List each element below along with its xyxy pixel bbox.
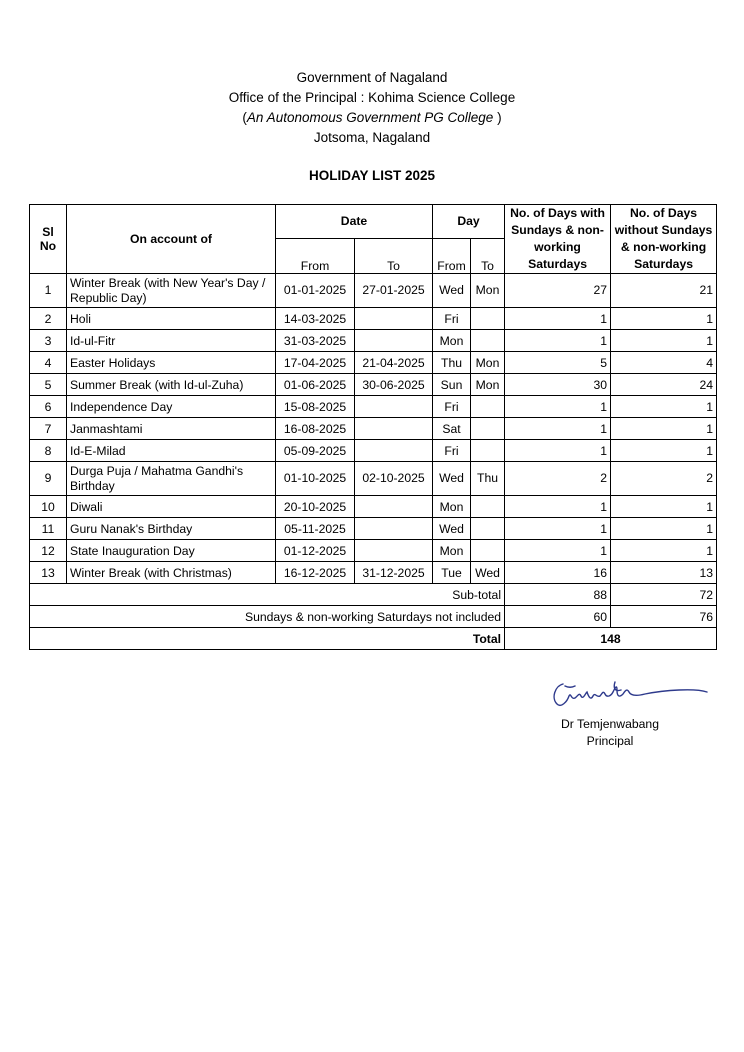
days-with-cell: 1 bbox=[505, 518, 611, 540]
day-to-cell bbox=[471, 540, 505, 562]
holiday-name-cell: Holi bbox=[67, 308, 276, 330]
date-to-cell bbox=[355, 308, 433, 330]
college-type-text: An Autonomous Government PG College bbox=[246, 110, 494, 125]
days-with-cell: 1 bbox=[505, 440, 611, 462]
header-without-sundays: No. of Days without Sundays & non-working Saturdays bbox=[611, 205, 717, 274]
sl-cell: 2 bbox=[30, 308, 67, 330]
header-day-to: To bbox=[471, 238, 505, 273]
date-to-cell: 27-01-2025 bbox=[355, 274, 433, 308]
days-without-cell: 1 bbox=[611, 440, 717, 462]
location-line: Jotsoma, Nagaland bbox=[313, 130, 431, 145]
sl-cell: 13 bbox=[30, 562, 67, 584]
days-without-cell: 21 bbox=[611, 274, 717, 308]
days-without-cell: 1 bbox=[611, 330, 717, 352]
day-to-cell bbox=[471, 496, 505, 518]
days-with-cell: 16 bbox=[505, 562, 611, 584]
days-without-cell: 1 bbox=[611, 308, 717, 330]
day-from-cell: Mon bbox=[433, 496, 471, 518]
total-value: 148 bbox=[505, 628, 717, 650]
subtotal-without: 72 bbox=[611, 584, 717, 606]
days-without-cell: 2 bbox=[611, 462, 717, 496]
day-from-cell: Wed bbox=[433, 518, 471, 540]
date-from-cell: 31-03-2025 bbox=[276, 330, 355, 352]
date-from-cell: 01-01-2025 bbox=[276, 274, 355, 308]
date-to-cell: 30-06-2025 bbox=[355, 374, 433, 396]
date-to-cell: 21-04-2025 bbox=[355, 352, 433, 374]
table-row bbox=[30, 374, 717, 396]
holiday-name-cell: Independence Day bbox=[67, 396, 276, 418]
date-to-cell bbox=[355, 518, 433, 540]
date-from-cell: 05-09-2025 bbox=[276, 440, 355, 462]
document-header bbox=[0, 68, 744, 148]
day-from-cell: Fri bbox=[433, 396, 471, 418]
days-without-cell: 24 bbox=[611, 374, 717, 396]
day-from-cell: Mon bbox=[433, 540, 471, 562]
table-row bbox=[30, 540, 717, 562]
date-to-cell bbox=[355, 440, 433, 462]
holiday-name-cell: Winter Break (with New Year's Day / Republic Day) bbox=[67, 274, 276, 308]
header-date-to: To bbox=[355, 238, 433, 273]
day-from-cell: Mon bbox=[433, 330, 471, 352]
days-without-cell: 13 bbox=[611, 562, 717, 584]
holiday-name-cell: Guru Nanak's Birthday bbox=[67, 518, 276, 540]
days-with-cell: 1 bbox=[505, 540, 611, 562]
header-on-account-of: On account of bbox=[67, 205, 276, 274]
holiday-name-cell: Summer Break (with Id-ul-Zuha) bbox=[67, 374, 276, 396]
subtotal-with: 88 bbox=[505, 584, 611, 606]
date-from-cell: 14-03-2025 bbox=[276, 308, 355, 330]
days-with-cell: 1 bbox=[505, 496, 611, 518]
days-with-cell: 1 bbox=[505, 330, 611, 352]
day-from-cell: Wed bbox=[433, 274, 471, 308]
days-without-cell: 1 bbox=[611, 518, 717, 540]
header-day: Day bbox=[433, 205, 505, 239]
header-day-from: From bbox=[433, 238, 471, 273]
date-from-cell: 01-06-2025 bbox=[276, 374, 355, 396]
table-row bbox=[30, 562, 717, 584]
day-to-cell: Mon bbox=[471, 374, 505, 396]
not-included-row bbox=[30, 606, 717, 628]
day-from-cell: Sun bbox=[433, 374, 471, 396]
table-row bbox=[30, 352, 717, 374]
sl-cell: 12 bbox=[30, 540, 67, 562]
day-to-cell bbox=[471, 308, 505, 330]
day-to-cell bbox=[471, 418, 505, 440]
header-with-sundays: No. of Days with Sundays & non-working Saturdays bbox=[505, 205, 611, 274]
not-included-with: 60 bbox=[505, 606, 611, 628]
table-row bbox=[30, 462, 717, 496]
subtotal-row bbox=[30, 584, 717, 606]
sl-cell: 11 bbox=[30, 518, 67, 540]
header-date: Date bbox=[276, 205, 433, 239]
date-to-cell: 02-10-2025 bbox=[355, 462, 433, 496]
signature-image bbox=[545, 678, 715, 712]
day-from-cell: Wed bbox=[433, 462, 471, 496]
table-row bbox=[30, 396, 717, 418]
days-with-cell: 30 bbox=[505, 374, 611, 396]
days-without-cell: 1 bbox=[611, 418, 717, 440]
holiday-name-cell: Winter Break (with Christmas) bbox=[67, 562, 276, 584]
date-to-cell: 31-12-2025 bbox=[355, 562, 433, 584]
days-with-cell: 5 bbox=[505, 352, 611, 374]
header-date-from: From bbox=[276, 238, 355, 273]
days-with-cell: 1 bbox=[505, 396, 611, 418]
table-row bbox=[30, 274, 717, 308]
date-to-cell bbox=[355, 396, 433, 418]
day-from-cell: Fri bbox=[433, 440, 471, 462]
days-without-cell: 1 bbox=[611, 540, 717, 562]
table-row bbox=[30, 308, 717, 330]
holiday-table bbox=[29, 204, 717, 650]
date-to-cell bbox=[355, 418, 433, 440]
holiday-name-cell: Janmashtami bbox=[67, 418, 276, 440]
day-to-cell: Thu bbox=[471, 462, 505, 496]
sl-cell: 8 bbox=[30, 440, 67, 462]
sl-cell: 1 bbox=[30, 274, 67, 308]
days-without-cell: 4 bbox=[611, 352, 717, 374]
college-type-line bbox=[0, 108, 744, 128]
table-row bbox=[30, 518, 717, 540]
sl-cell: 4 bbox=[30, 352, 67, 374]
total-row bbox=[30, 628, 717, 650]
holiday-name-cell: State Inauguration Day bbox=[67, 540, 276, 562]
table-row bbox=[30, 496, 717, 518]
holiday-name-cell: Durga Puja / Mahatma Gandhi's Birthday bbox=[67, 462, 276, 496]
date-from-cell: 16-08-2025 bbox=[276, 418, 355, 440]
date-to-cell bbox=[355, 540, 433, 562]
date-from-cell: 17-04-2025 bbox=[276, 352, 355, 374]
table-row bbox=[30, 418, 717, 440]
holiday-name-cell: Easter Holidays bbox=[67, 352, 276, 374]
day-to-cell bbox=[471, 396, 505, 418]
day-to-cell: Mon bbox=[471, 274, 505, 308]
day-from-cell: Sat bbox=[433, 418, 471, 440]
day-from-cell: Tue bbox=[433, 562, 471, 584]
days-with-cell: 1 bbox=[505, 308, 611, 330]
date-from-cell: 15-08-2025 bbox=[276, 396, 355, 418]
date-from-cell: 16-12-2025 bbox=[276, 562, 355, 584]
paren-close: ) bbox=[493, 110, 502, 125]
day-to-cell: Mon bbox=[471, 352, 505, 374]
days-without-cell: 1 bbox=[611, 396, 717, 418]
signatory-block bbox=[540, 716, 680, 750]
days-with-cell: 27 bbox=[505, 274, 611, 308]
days-with-cell: 2 bbox=[505, 462, 611, 496]
government-line: Government of Nagaland bbox=[296, 70, 448, 85]
holiday-name-cell: Id-ul-Fitr bbox=[67, 330, 276, 352]
date-from-cell: 05-11-2025 bbox=[276, 518, 355, 540]
not-included-without: 76 bbox=[611, 606, 717, 628]
day-to-cell bbox=[471, 518, 505, 540]
subtotal-label: Sub-total bbox=[30, 584, 505, 606]
holiday-name-cell: Id-E-Milad bbox=[67, 440, 276, 462]
day-to-cell bbox=[471, 330, 505, 352]
not-included-label: Sundays & non-working Saturdays not included bbox=[30, 606, 505, 628]
total-label: Total bbox=[30, 628, 505, 650]
date-to-cell bbox=[355, 330, 433, 352]
holiday-name-cell: Diwali bbox=[67, 496, 276, 518]
date-from-cell: 20-10-2025 bbox=[276, 496, 355, 518]
sl-cell: 5 bbox=[30, 374, 67, 396]
table-row bbox=[30, 330, 717, 352]
day-from-cell: Fri bbox=[433, 308, 471, 330]
days-without-cell: 1 bbox=[611, 496, 717, 518]
sl-cell: 10 bbox=[30, 496, 67, 518]
sl-cell: 3 bbox=[30, 330, 67, 352]
page-title: HOLIDAY LIST 2025 bbox=[308, 168, 436, 183]
sl-cell: 6 bbox=[30, 396, 67, 418]
office-line: Office of the Principal : Kohima Science College bbox=[228, 90, 516, 105]
days-with-cell: 1 bbox=[505, 418, 611, 440]
paren-open: ( bbox=[242, 110, 247, 125]
sl-cell: 9 bbox=[30, 462, 67, 496]
header-sl-no: Sl No bbox=[30, 205, 67, 274]
day-to-cell: Wed bbox=[471, 562, 505, 584]
signatory-designation: Principal bbox=[586, 734, 634, 748]
table-row bbox=[30, 440, 717, 462]
date-to-cell bbox=[355, 496, 433, 518]
date-from-cell: 01-10-2025 bbox=[276, 462, 355, 496]
day-to-cell bbox=[471, 440, 505, 462]
sl-cell: 7 bbox=[30, 418, 67, 440]
signatory-name: Dr Temjenwabang bbox=[560, 717, 659, 731]
day-from-cell: Thu bbox=[433, 352, 471, 374]
date-from-cell: 01-12-2025 bbox=[276, 540, 355, 562]
